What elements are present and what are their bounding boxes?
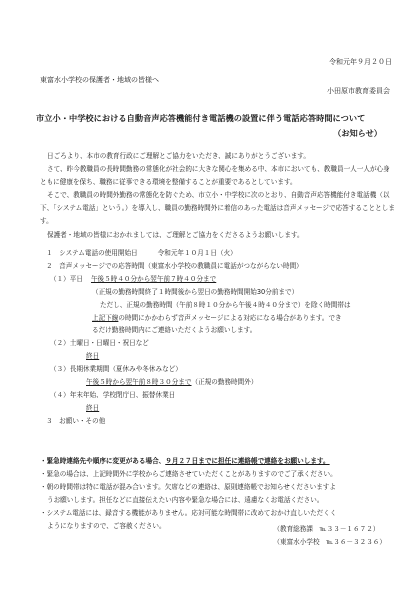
list-item xyxy=(40,312,400,325)
notes-list xyxy=(40,455,400,533)
deadline-note: ９月２７日までに担任に連絡帳で連絡をお願いします。 xyxy=(165,457,330,465)
list-item: ３ お願い・その他 xyxy=(46,416,106,425)
start-date-value: 令和元年１０月１日（火） xyxy=(157,249,237,257)
underline-reference: 上記下線 xyxy=(92,313,119,322)
weekday-hours: 午後５時４０分から翌午前７時４０分まで xyxy=(90,274,217,283)
paragraph-system: そこで、教職員の時間外勤務の常態化を防ぐため、市立小・中学校に次のとおり、自動音声応答機能付き電話機（以下、「システム電話」という。）を導入し、職員の勤務時間外に着信のあった電話は音声メッセージで応答することとします。 xyxy=(40,191,395,226)
start-date-label: １ システム電話の使用開始日 xyxy=(46,249,138,257)
contact-info xyxy=(273,523,386,549)
list-item: ・システム電話には、録音する機能がありません。応対可能な時間帯に改めておかけ直しいただくく xyxy=(40,509,337,517)
list-item: （４）年末年始、学校閉庁日、振替休業日 xyxy=(50,390,176,399)
weekday-label: （１）平日 xyxy=(50,274,83,283)
list-item: るだけ勤務時間内にご連絡いただくようお願いします。 xyxy=(92,326,257,335)
list-item: ・朝の時間帯は特に電話が混み合います。欠席などの連絡は、原則連絡帳でお知らせくださいますよ xyxy=(40,483,336,491)
recipient-line: 東富水小学校の保護者・地域の皆様へ xyxy=(40,76,159,84)
list-item: ようになりますので、ご容赦ください。 xyxy=(47,522,166,530)
list-item: うお願いします。担任などに直接伝えたい内容や緊急な場合には、遠慮なくお電話ください。 xyxy=(47,496,324,504)
contact-education-office: （教育総務課 ℡３３－１６７２） xyxy=(273,525,380,533)
paragraph-greeting: 日ごろより、本市の教育行政にご理解とご協力をいただき、誠にありがとうございます。 xyxy=(47,152,310,160)
holiday-period-hours: 午後５時から翌午前８時３０分まで xyxy=(86,378,192,387)
list-item xyxy=(40,376,400,389)
list-text: ・緊急時連絡先や順序に変更がある場合、 xyxy=(40,457,166,465)
sender-line: 小田原市教育委員会 xyxy=(327,87,390,95)
list-item: ・緊急の場合は、上記時間外に学校からご連絡させていただくことがありますのでご了承ください。 xyxy=(40,470,337,478)
details-list xyxy=(40,247,400,428)
issue-date: 令和元年９月２０日 xyxy=(329,58,392,66)
document-title: 市立小・中学校における自動音声応答機能付き電話機の設置に伴う電話応答時間について xyxy=(36,113,366,123)
list-item: （３）長期休業期間（夏休みや冬休みなど） xyxy=(50,365,182,374)
body-text xyxy=(40,150,395,242)
list-item xyxy=(40,455,400,468)
weekend-hours: 終日 xyxy=(86,352,100,361)
list-item: （２）土曜日・日曜日・祝日など xyxy=(50,339,149,348)
list-text: （正規の勤務時間外） xyxy=(191,378,258,387)
contact-school: （東富水小学校 ℡３６－３２３６） xyxy=(273,538,386,546)
list-item xyxy=(40,247,400,260)
paragraph-background: さて、昨今教職員の長時間勤務の常態化が社会的に大きな関心を集める中、本市においても、教職員一人一人が心身ともに健康を保ち、職務に従事できる環境を整備することが重要であるとしています。 xyxy=(40,165,390,187)
list-text: の時間にかかわらず音声メッセージによる対応になる場合があります。でき xyxy=(118,313,342,322)
list-item: （正規の勤務時間終了１時間後から翌日の勤務時間開始30分前まで） xyxy=(92,287,299,296)
list-item: ２ 音声メッセージでの応答時間（東富水小学校の教職員に電話がつながらない時間） xyxy=(46,261,303,270)
list-item: ただし、正規の勤務時間（午前８時１０分から午後４時４０分まで）を除く時間帯は xyxy=(100,300,351,309)
year-end-hours: 終日 xyxy=(86,403,100,412)
list-item xyxy=(40,273,400,286)
paragraph-request: 保護者・地域の皆様におかれましては、ご理解とご協力をくださるようお願いします。 xyxy=(47,230,304,239)
document-subtitle: （お知らせ） xyxy=(333,128,382,138)
